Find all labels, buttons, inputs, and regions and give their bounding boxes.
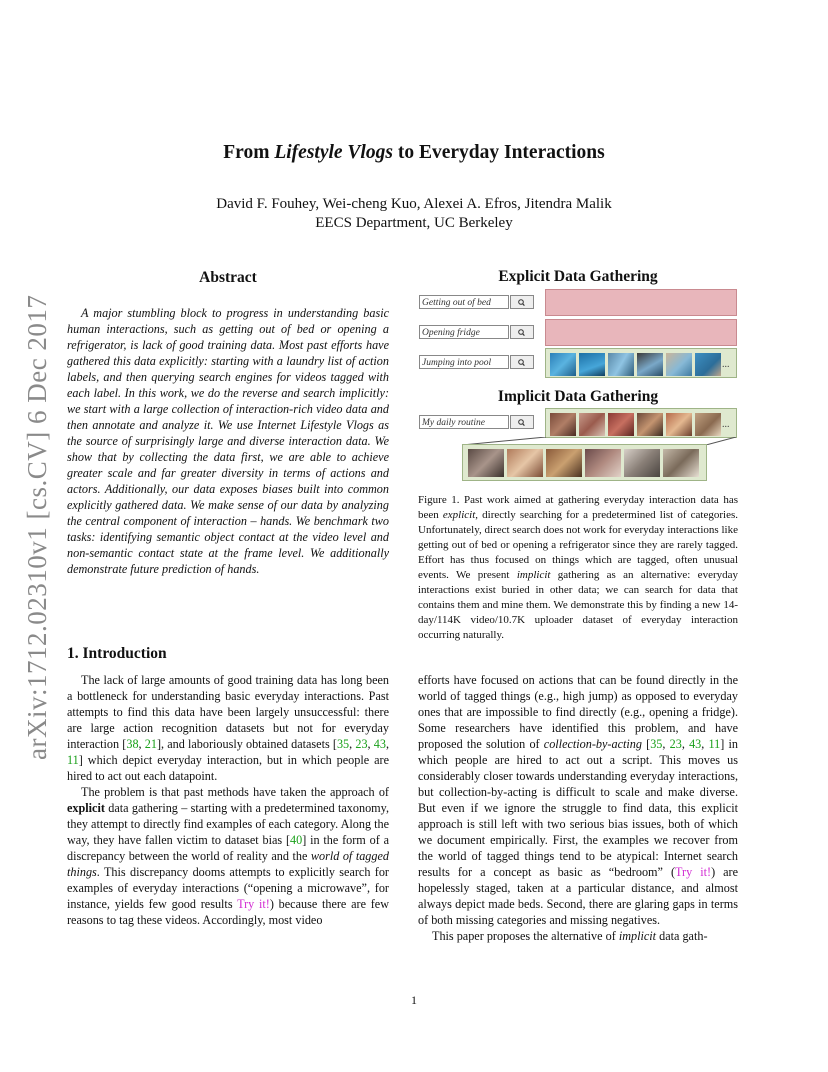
search-query-field: My daily routine (419, 415, 509, 429)
text-run: gathering as an alternative: everyday interactions exist buried in other data; we can search for data that contains them and mine them. We demonstrate this by finding a new 14-day/114K video/10.7K uploader dataset of everyday interaction occurring naturally. (418, 569, 738, 641)
intro-paragraph-3 (418, 928, 738, 944)
explicit-row-3 (418, 353, 738, 381)
italic-term: explicit (442, 509, 476, 521)
video-thumbnail (507, 449, 543, 477)
text-run: , (367, 737, 374, 751)
text-run: , (385, 737, 389, 751)
empty-results-bar (545, 289, 737, 316)
title-suffix: to Everyday Interactions (392, 142, 605, 163)
try-it-link[interactable]: Try it! (675, 865, 712, 879)
citation-link[interactable]: 21 (144, 737, 157, 751)
title-italic: Lifestyle Vlogs (274, 142, 393, 163)
paper-title (0, 142, 828, 164)
explicit-row-1 (418, 293, 738, 321)
text-run: ) because there are few reasons to tag these videos. Accordingly, most video (67, 897, 389, 927)
more-results-ellipsis: ... (722, 359, 730, 370)
video-thumbnail (546, 449, 582, 477)
arxiv-stamp: arXiv:1712.02310v1 [cs.CV] 6 Dec 2017 (22, 294, 52, 760)
intro-paragraph-2-cont (418, 672, 738, 928)
video-thumbnail (637, 413, 663, 436)
video-thumbnail (608, 413, 634, 436)
more-results-ellipsis: ... (722, 419, 730, 430)
text-run: . This discrepancy dooms attempts to explicitly search for examples of everyday interactions (“opening a microwave”, for instance, yields few good results (67, 865, 389, 911)
video-thumbnail (550, 413, 576, 436)
text-run: , (349, 737, 356, 751)
video-thumbnail (608, 353, 634, 376)
search-query-field: Jumping into pool (419, 355, 509, 369)
intro-paragraph-1 (67, 672, 389, 784)
citation-link[interactable]: 11 (708, 737, 721, 751)
text-run: efforts have focused on actions that can be found directly in the world of tagged things (e.g., high jump) as opposed to everyday ones that are impossible to find directly (e.g., opening a fridge). Some researchers have identified this problem, and have proposed the solution of (418, 673, 738, 751)
text-run: ) are hopelessly staged, taken at a particular distance, and almost always depict made beds. Second, there are glaring gaps in terms of both missing categories and missing negatives. (418, 865, 739, 927)
author-list: David F. Fouhey, Wei-cheng Kuo, Alexei A. Efros, Jitendra Malik (216, 196, 612, 212)
video-thumbnail (695, 413, 721, 436)
video-thumbnail (637, 353, 663, 376)
citation-link[interactable]: 23 (669, 737, 682, 751)
italic-term: implicit (618, 929, 657, 943)
video-thumbnail (666, 353, 692, 376)
text-run: data gathering – starting with a predetermined taxonomy, they attempt to directly find examples of each category. Along the way, they have fallen victim to dataset bias [ (67, 801, 389, 847)
abstract-text: A major stumbling block to progress in understanding basic human interactions, such as getting out of bed or opening a refrigerator, is lack of good training data. Most past efforts have gathered this data explicitly: starting with a laundry list of action labels, and then querying search engines for videos tagged with each label. In this work, we do the reverse and search implicitly: we start with a large collection of interaction-rich video data and then annotate and analyze it. We use Internet Lifestyle Vlogs as the source of surprisingly large and diverse interaction data. We show that by collecting the data first, we are able to achieve greater scale and far greater diversity in terms of actions and actors. Additionally, our data exposes biases built into common explicitly gathered data. We make sense of our data by analyzing the central component of interaction – hands. We benchmark two tasks: identifying semantic object contact at the video level and non-semantic contact state at the frame level. We additionally demonstrate future prediction of hands. (67, 306, 389, 576)
video-thumbnail (468, 449, 504, 477)
mined-interactions-strip (462, 444, 707, 481)
citation-link[interactable]: 40 (290, 833, 303, 847)
text-run: The lack of large amounts of good training data has long been a bottleneck for understanding basic everyday interactions. Past attempts to find this data have been largely unsuccessful: there are large action recognition datasets but not for everyday interaction [ (67, 673, 389, 751)
citation-link[interactable]: 35 (650, 737, 663, 751)
text-run: The problem is that past methods have taken the approach of (81, 785, 389, 799)
search-icon (510, 355, 534, 369)
video-thumbnail (585, 449, 621, 477)
text-run: Figure 1. Past work aimed at gathering everyday interaction data has been (418, 494, 738, 521)
video-thumbnail (666, 413, 692, 436)
text-run: This paper proposes the alternative of (432, 929, 619, 943)
text-run: ] in which people are hired to act out a script. This moves us considerably closer towards understanding everyday interactions, but collection-by-acting is difficult to scale and make diverse. But even if we ignore the struggle to find data, this explicit approach is still left with two serious bias issues, both of which we document empirically. First, the examples we recover from the world of tagged things tend to be atypical: Internet search results for a concept as basic as “bedroom” ( (418, 737, 739, 879)
text-run: , (662, 737, 670, 751)
italic-term: implicit (516, 569, 551, 581)
title-prefix: From (223, 142, 275, 163)
intro-left-column (67, 672, 389, 928)
implicit-gathering-title: Implicit Data Gathering (497, 388, 659, 405)
explicit-gathering-title: Explicit Data Gathering (498, 268, 658, 285)
citation-link[interactable]: 43 (373, 737, 386, 751)
vlog-results-strip (545, 408, 737, 438)
italic-term: collection-by-acting (543, 737, 642, 751)
text-run: ] in the form of a discrepancy between the world of reality and the (67, 833, 389, 863)
citation-link[interactable]: 35 (336, 737, 350, 751)
citation-link[interactable]: 11 (67, 753, 79, 767)
video-thumbnail (550, 353, 576, 376)
search-icon (510, 325, 534, 339)
search-query-field: Getting out of bed (419, 295, 509, 309)
text-run: , (681, 737, 690, 751)
search-icon (510, 295, 534, 309)
text-run: , (701, 737, 709, 751)
abstract-heading: Abstract (199, 269, 257, 286)
citation-link[interactable]: 38 (126, 737, 139, 751)
empty-results-bar (545, 319, 737, 346)
page-number: 1 (411, 993, 417, 1007)
affiliation: EECS Department, UC Berkeley (315, 215, 513, 231)
video-thumbnail (695, 353, 721, 376)
search-query-field: Opening fridge (419, 325, 509, 339)
intro-right-column (418, 672, 738, 944)
citation-link[interactable]: 23 (355, 737, 368, 751)
try-it-link[interactable]: Try it! (237, 897, 270, 911)
video-thumbnail (624, 449, 660, 477)
introduction-heading: 1. Introduction (67, 645, 167, 662)
video-thumbnail (663, 449, 699, 477)
text-run: ] which depict everyday interaction, but in which people are hired to act out each datapoint. (67, 753, 389, 783)
video-thumbnail (579, 413, 605, 436)
citation-link[interactable]: 43 (689, 737, 702, 751)
text-run: ], and laboriously obtained datasets [ (156, 737, 337, 751)
abstract-body (67, 305, 389, 577)
search-icon (510, 415, 534, 429)
text-run: data gath- (656, 929, 708, 943)
text-run: , (138, 737, 145, 751)
figure-caption (418, 493, 738, 643)
pool-results-strip (545, 348, 737, 378)
text-run: [ (641, 737, 651, 751)
explicit-row-2 (418, 323, 738, 351)
intro-paragraph-2 (67, 784, 389, 928)
bold-term: explicit (67, 801, 105, 815)
italic-term: world of tagged things (67, 849, 389, 879)
text-run: , directly searching for a predetermined list of categories. Unfortunately, direct search does not work for everyday interactions like getting out of bed or opening a refrigerator since they are rarely tagged. Effort has thus focused on things which are tagged, often unusual events. We present (418, 509, 738, 581)
video-thumbnail (579, 353, 605, 376)
